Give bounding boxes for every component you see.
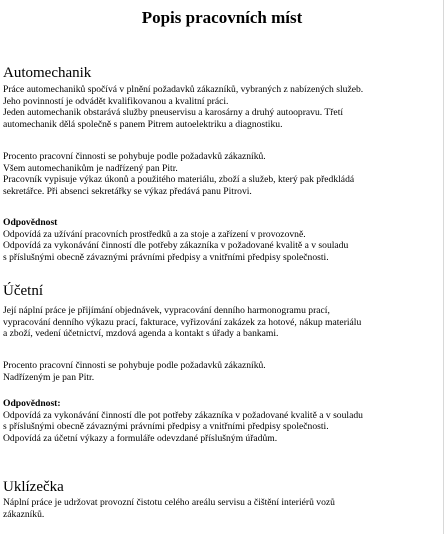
text-line: Náplní práce je udržovat provozní čistotu celého areálu servisu a čištění interiérů vozů: [3, 497, 335, 508]
text-line: Procento pracovní činnosti se pohybuje podle požadavků zákazníků.: [3, 360, 266, 371]
text-line: Jeho povinností je odvádět kvalifikovanou a kvalitní práci.: [3, 95, 229, 107]
ucetni-responsibility: [3, 398, 439, 444]
text-line: Pracovník vypisuje výkaz úkonů a použitého materiálu, zboží a služeb, který pak předkládá: [3, 174, 355, 185]
text-line: Odpovídá za účetní výkazy a formuláře odevzdané příslušným úřadům.: [3, 432, 278, 444]
automechanik-responsibility: [3, 217, 439, 263]
text-line: a zboží, vedení účetnictví, mzdová agenda a kontakt s úřady a bankami.: [3, 328, 279, 339]
text-line: Odpovídá za vykonávání činností dle potřeby zákazníka v požadované kvalitě a v souladu: [3, 240, 349, 251]
text-line: s příslušnými obecně závaznými právními předpisy a vnitřními předpisy společnosti.: [3, 251, 329, 263]
uklizecka-paragraph-1: [3, 497, 439, 520]
automechanik-paragraph-1: [3, 84, 439, 130]
ucetni-paragraph-2: [3, 360, 439, 383]
section-heading-automechanik: Automechanik: [3, 65, 92, 81]
text-line: Nadřízeným je pan Pitr.: [3, 371, 95, 383]
text-line: sekretářce. Při absenci sekretářky se výkaz předává panu Pitrovi.: [3, 185, 252, 197]
text-line: Odpovídá za vykonávání činností dle pot potřeby zákazníka v požadované kvalitě a v souladu: [3, 409, 363, 421]
section-heading-uklizecka: Uklízečka: [3, 479, 64, 495]
text-line: Všem automechanikům je nadřízený pan Pitr.: [3, 162, 178, 174]
text-line: automechanik dělá společně s panem Pitrem autoelektriku a diagnostiku.: [3, 118, 283, 130]
ucetni-paragraph-1: [3, 305, 439, 340]
text-line: Procento pracovní činnosti se pohybuje podle požadavků zákazníků.: [3, 151, 266, 162]
responsibility-label: Odpovědnost: [3, 217, 58, 228]
document-title: Popis pracovních míst: [141, 8, 303, 27]
text-line: zákazníků.: [3, 508, 45, 520]
text-line: Jeden automechanik obstarává služby pneuservisu a karosárny a druhý autoopravu. Třetí: [3, 107, 344, 118]
text-line: s příslušnými obecně závaznými právními předpisy a vnitřními předpisy společnosti.: [3, 421, 329, 432]
text-line: Odpovídá za užívání pracovních prostředků a za stoje a zařízení v provozovně.: [3, 228, 306, 240]
automechanik-paragraph-2: [3, 151, 439, 197]
text-line: Práce automechaniků spočívá v plnění požadavků zákazníků, vybraných z nabízených služeb.: [3, 84, 364, 95]
responsibility-label: Odpovědnost:: [3, 398, 61, 409]
section-heading-ucetni: Účetní: [3, 283, 43, 299]
text-line: vypracování denního výkazu prací, fakturace, vyřizování zakázek za hotové, nákup materiálu: [3, 316, 362, 328]
text-line: Její náplní práce je přijímání objednávek, vypracování denního harmonogramu prací,: [3, 305, 330, 316]
